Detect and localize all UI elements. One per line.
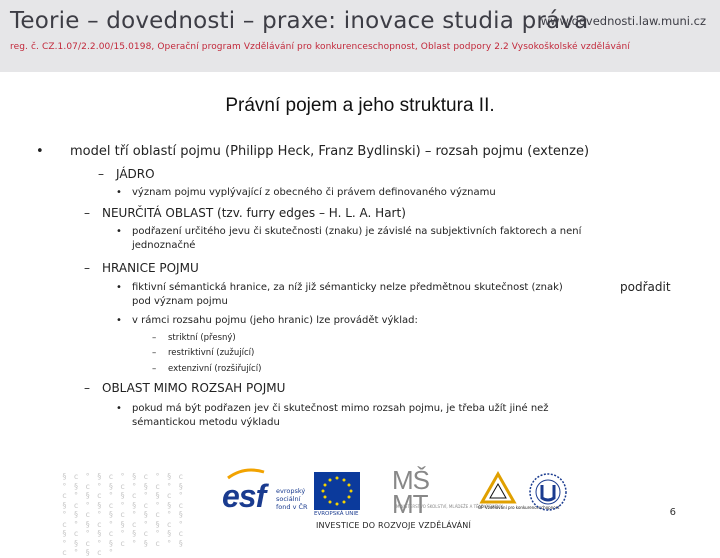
- msmt-subtitle: MINISTERSTVO ŠKOLSTVÍ, MLÁDEŽE A TĚLOVÝCHOVY: [396, 504, 503, 509]
- text-mimo-1: pokud má být podřazen jev či skutečnost mimo rozsah pojmu, je třeba užít jiné než: [132, 403, 549, 414]
- header-subtitle: reg. č. CZ.1.07/2.2.00/15.0198, Operační program Vzdělávání pro konkurenceschopnost, Oblast podpory 2.2 Vysokoškolské vzdělávání: [10, 42, 630, 52]
- bullet-model: model tří oblastí pojmu (Philipp Heck, Franz Bydlinski) – rozsah pojmu (extenze): [70, 144, 590, 159]
- text-neurcita-1: podřazení určitého jevu či skutečnosti (znaku) je závislé na subjektivních faktorech a není: [132, 226, 582, 237]
- esf-sub-line: evropský: [276, 487, 306, 495]
- bullet-marker: •: [116, 403, 122, 414]
- eu-label: EVROPSKÁ UNIE: [314, 511, 359, 517]
- dash-marker: –: [98, 167, 104, 181]
- heading-mimo: OBLAST MIMO ROZSAH POJMU: [102, 381, 286, 395]
- esf-subtitle: [276, 487, 308, 511]
- dash-marker: –: [152, 333, 157, 343]
- investice-label: INVESTICE DO ROZVOJE VZDĚLÁVÁNÍ: [316, 521, 472, 530]
- esf-logo: esf: [222, 478, 266, 514]
- eu-flag-icon: [314, 472, 360, 510]
- text-hranice-1b: pod význam pojmu: [132, 296, 228, 307]
- dash-marker: –: [152, 348, 157, 358]
- esf-sub-line: fond v ČR: [276, 503, 308, 511]
- slide-title: Právní pojem a jeho struktura II.: [225, 95, 495, 116]
- text-jadro: význam pojmu vyplývající z obecného či právem definovaného významu: [132, 187, 496, 198]
- muni-seal-icon: [528, 468, 568, 516]
- msmt-line: MT: [392, 489, 428, 519]
- text-hranice-1-tail: podřadit: [620, 280, 671, 294]
- esf-sub-line: sociální: [276, 495, 301, 503]
- text-mimo-2: sémantickou metodu výkladu: [132, 417, 280, 428]
- bullet-marker: •: [116, 315, 122, 326]
- msmt-line: MŠ: [392, 465, 429, 495]
- dash-marker: –: [84, 206, 90, 220]
- text-hranice-1: fiktivní sémantická hranice, za níž již sémanticky nelze předmětnou skutečnost (znak): [132, 282, 563, 293]
- page-number: 6: [669, 507, 676, 518]
- footer-pattern: § c ° § c ° § c ° § c ° § c ° § c ° § c ° § c ° § c ° § c ° § c ° § c ° § c ° § c ° § c ° § c ° § c ° § c ° § c ° § c ° § c ° § c ° § c ° § c ° § c ° § c ° § c ° § c ° § c ° § c ° § c °: [62, 472, 185, 557]
- bullet-marker: •: [116, 226, 122, 237]
- header-title: Teorie – dovednosti – praxe: inovace studia práva: [10, 8, 589, 34]
- dash-marker: –: [84, 261, 90, 275]
- bullet-marker: •: [36, 144, 44, 159]
- text-neurcita-2: jednoznačné: [132, 240, 196, 251]
- text-extenzivni: extenzivní (rozšiřující): [168, 364, 262, 374]
- text-hranice-2: v rámci rozsahu pojmu (jeho hranic) lze provádět výklad:: [132, 315, 418, 326]
- esf-swoosh-icon: [226, 468, 266, 480]
- heading-neurcita: NEURČITÁ OBLAST (tzv. furry edges – H. L. A. Hart): [102, 206, 406, 220]
- text-restriktivni: restriktivní (zužující): [168, 348, 255, 358]
- bullet-marker: •: [116, 187, 122, 198]
- text-striktni: striktní (přesný): [168, 333, 236, 343]
- heading-hranice: HRANICE POJMU: [102, 261, 199, 275]
- op-vk-label: OP Vzdělávání pro konkurenceschopnost: [478, 505, 560, 510]
- bullet-marker: •: [116, 282, 122, 293]
- dash-marker: –: [152, 364, 157, 374]
- header-url[interactable]: www.dovednosti.law.muni.cz: [540, 14, 706, 28]
- dash-marker: –: [84, 381, 90, 395]
- op-vk-logo: [478, 470, 518, 504]
- heading-jadro: JÁDRO: [116, 167, 155, 181]
